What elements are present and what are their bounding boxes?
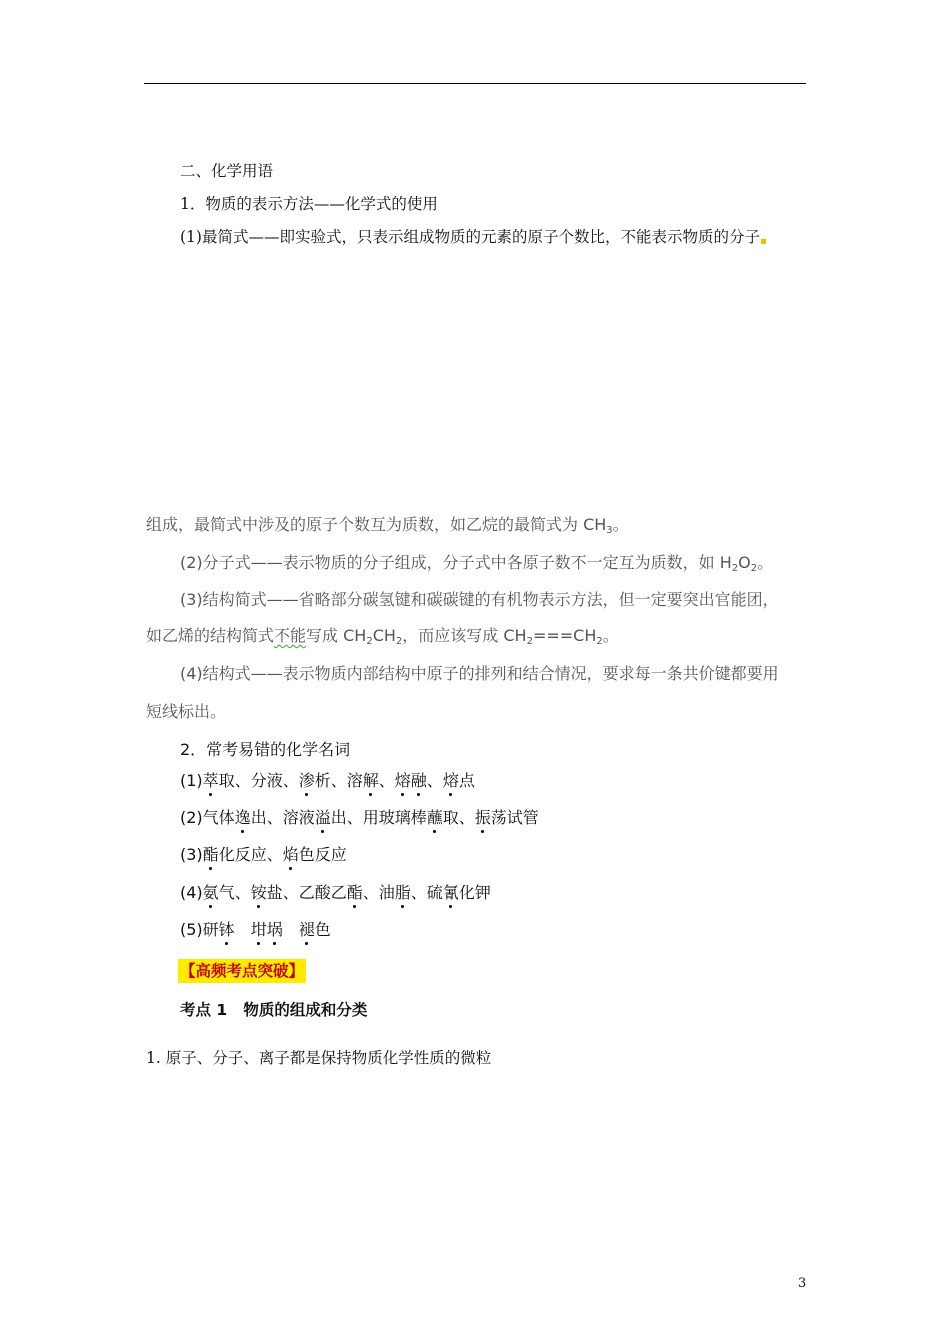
item1-line1: (1)最简式——即实验式，只表示组成物质的元素的原子个数比，不能表示物质的分子: [180, 227, 766, 247]
item2-line: (2)分子式——表示物质的分子组成，分子式中各原子数不一定互为质数，如 $H_2O_2$。: [180, 553, 774, 574]
body-line-last: 1. 原子、分子、离子都是保持物质化学性质的微粒: [146, 1049, 492, 1067]
subheading: 1．物质的表示方法——化学式的使用: [180, 195, 438, 213]
edit-mark-icon: [761, 239, 766, 244]
term-line-2: (2)气体逸出、溶液溢出、用玻璃棒蘸取、振荡试管: [180, 808, 539, 827]
item3-line1: (3)结构简式——省略部分碳氢键和碳碳键的有机物表示方法，但一定要突出官能团，: [180, 590, 779, 609]
term-line-5: (5)研钵 坩埚 褪色: [180, 920, 331, 939]
page-number: 3: [798, 1276, 807, 1291]
item4-line1: (4)结构式——表示物质内部结构中原子的排列和结合情况，要求每一条共价键都要用: [180, 664, 779, 683]
item3-line2: 如乙烯的结构简式不能写成 $CH_2CH_2$，而应该写成 $CH_2===CH_2$。: [146, 626, 619, 647]
kaodian-heading: [180, 1000, 367, 1020]
section-heading: 二、化学用语: [180, 162, 274, 180]
term-line-4: (4)氨气、铵盐、乙酸乙酯、油脂、硫氰化钾: [180, 883, 491, 902]
kaodian-label: 考点 1: [180, 1001, 228, 1019]
item4-line2: 短线标出。: [146, 702, 227, 721]
terms-title: 2．常考易错的化学名词: [180, 740, 351, 759]
term-line-1: (1)萃取、分液、渗析、溶解、熔融、熔点: [180, 771, 475, 790]
term-line-3: (3)酯化反应、焰色反应: [180, 845, 347, 864]
header-rule: [144, 83, 806, 84]
kaodian-title: 物质的组成和分类: [243, 1001, 368, 1019]
item1-line2: 组成，最简式中涉及的原子个数互为质数，如乙烷的最简式为 $CH_3$。: [146, 515, 629, 536]
highlight-section-banner: 【高频考点突破】: [178, 959, 306, 983]
